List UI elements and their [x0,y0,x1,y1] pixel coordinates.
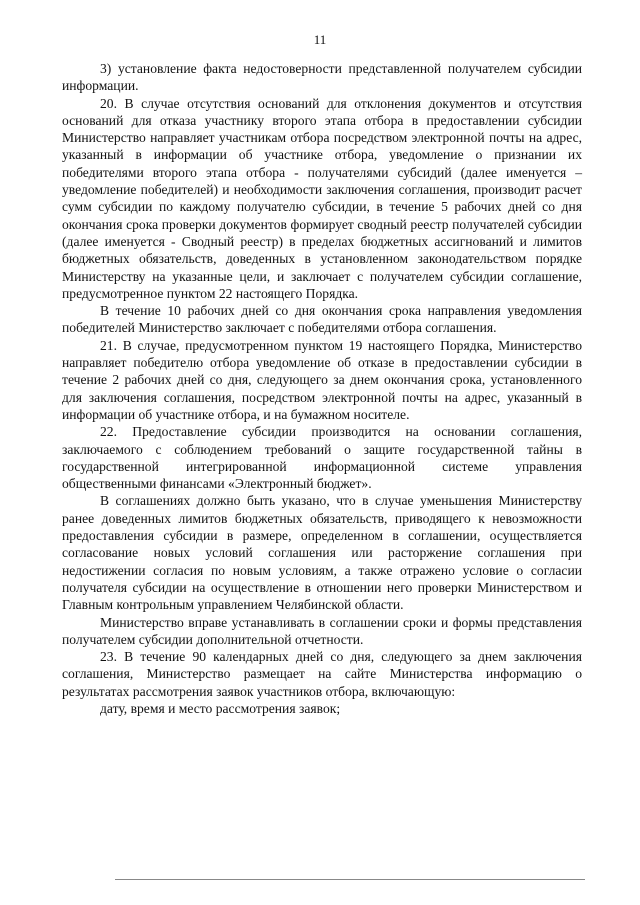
paragraph-clause-20: 20. В случае отсутствия оснований для отклонения документов и отсутствия оснований для отказа участнику второго этапа отбора в предоставлении субсидии Министерство направляет участникам отбора посредством электронной почты на адрес, указанный в информации об участнике отбора, уведомление о признании их победителями второго этапа отбора - получателями субсидий (далее именуется – уведомление победителей) и необходимости заключения соглашения, производит расчет сумм субсидии по каждому получателю субсидии, в течение 5 рабочих дней со дня окончания срока проверки документов формирует сводный реестр получателей субсидии (далее именуется - Сводный реестр) в пределах бюджетных ассигнований и лимитов бюджетных обязательств, доведенных в установленном законодательством порядке Министерству на указанные цели, и заключает с получателем субсидии соглашение, предусмотренное пунктом 22 настоящего Порядка. [62,95,582,301]
footer-rule [115,879,585,880]
page-number: 11 [313,32,327,47]
paragraph-clause-23-list-item: дату, время и место рассмотрения заявок; [100,700,341,716]
paragraph-clause-22-reporting: Министерство вправе устанавливать в соглашении сроки и формы представления получателем субсидии дополнительной отчетности. [62,614,582,647]
paragraph-clause-23: 23. В течение 90 календарных дней со дня, следующего за днем заключения соглашения, Министерство размещает на сайте Министерства информацию о результатах рассмотрения заявок участников отбора, включающую: [62,649,582,699]
paragraph-clause-22-agreements: В соглашениях должно быть указано, что в случае уменьшения Министерству ранее доведенных лимитов бюджетных обязательств, приводящего к невозможности предоставления субсидии в размере, определенном в соглашении, осуществляется согласование новых условий соглашения или расторжение соглашения при недостижении согласия по новым условиям, а также отражено условие о согласии получателя субсидии на осуществление в отношении него проверки Министерством и Главным контрольным управлением Челябинской области. [62,493,582,613]
paragraph-clause-21: 21. В случае, предусмотренном пунктом 19 настоящего Порядка, Министерство направляет победителю отбора уведомление об отказе в предоставлении субсидии в течение 2 рабочих дней со дня, следующего за днем окончания срока, установленного для заключения соглашения, посредством электронной почты на адрес, указанный в информации об участнике отбора, и на бумажном носителе. [62,337,582,422]
paragraph-item-3: 3) установление факта недостоверности представленной получателем субсидии информации. [62,61,582,94]
paragraph-clause-22: 22. Предоставление субсидии производится на основании соглашения, заключаемого с соблюдением требований о защите государственной тайны в государственной интегрированной информационной системе управления общественными финансами «Электронный бюджет». [62,424,582,492]
document-body [62,60,582,717]
paragraph-clause-20-deadline: В течение 10 рабочих дней со дня окончания срока направления уведомления победителей Министерство заключает с победителями отбора соглашения. [62,303,582,336]
